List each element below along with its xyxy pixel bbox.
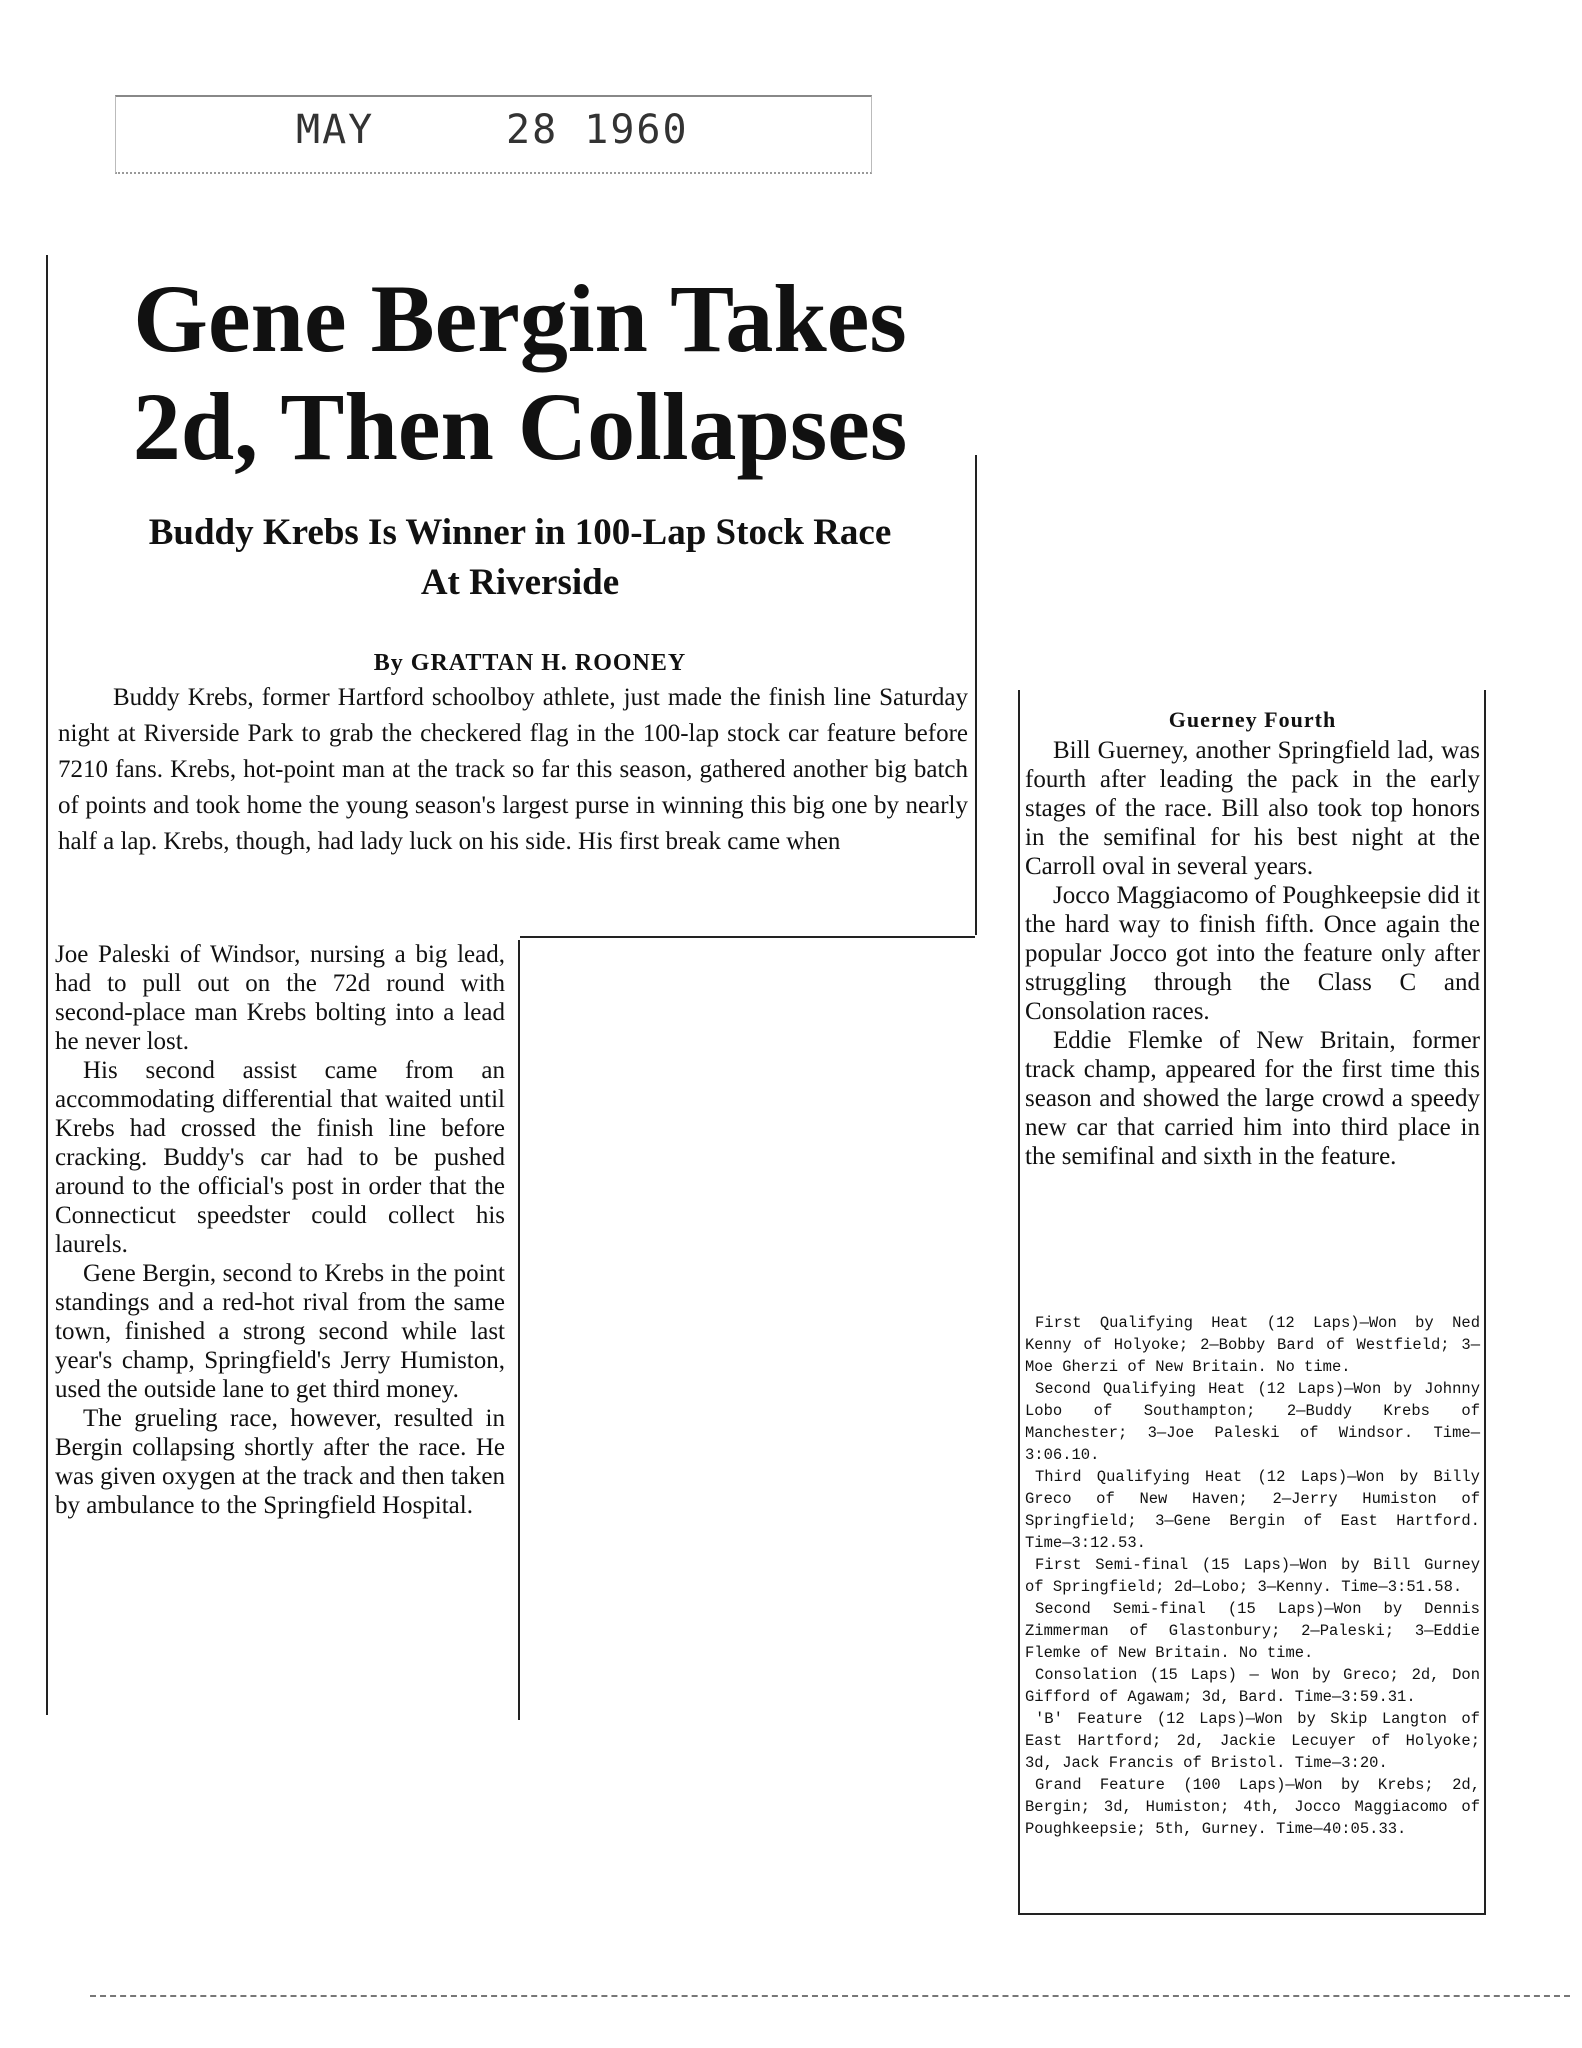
article-headline xyxy=(60,265,980,481)
subhead-line-2: At Riverside xyxy=(420,562,620,603)
col2-left-rule xyxy=(1018,690,1020,1915)
result-entry: Second Semi-final (15 Laps)—Won by Dennis Zimmerman of Glastonbury; 2—Paleski; 3—Eddie Flemke of New Britain. No time. xyxy=(1025,1600,1480,1662)
col2-paragraph: Jocco Maggiacomo of Poughkeepsie did it the hard way to finish fifth. Once again the popular Jocco got into the feature only after struggling through the Class C and Consolation races. xyxy=(1025,882,1480,1025)
result-entry: Grand Feature (100 Laps)—Won by Krebs; 2d, Bergin; 3d, Humiston; 4th, Jocco Maggiacomo of Poughkeepsie; 5th, Gurney. Time—40:05.33. xyxy=(1025,1776,1480,1838)
headline-line-2: 2d, Then Collapses xyxy=(132,373,908,480)
result-entry: Consolation (15 Laps) — Won by Greco; 2d, Don Gifford of Agawam; 3d, Bard. Time—3:59.31. xyxy=(1025,1666,1480,1706)
col2-paragraph: Bill Guerney, another Springfield lad, was fourth after leading the pack in the early stages of the race. Bill also took top honors in the semifinal for his best night at the Carroll oval in several years. xyxy=(1025,737,1480,880)
lead-bottom-rule xyxy=(520,936,975,938)
article-subhead xyxy=(40,508,1000,608)
subhead-line-1: Buddy Krebs Is Winner in 100-Lap Stock Race xyxy=(148,512,892,553)
headline-line-1: Gene Bergin Takes xyxy=(133,265,907,372)
result-entry: First Semi-final (15 Laps)—Won by Bill Gurney of Springfield; 2d—Lobo; 3—Kenny. Time—3:51.58. xyxy=(1025,1556,1480,1596)
col1-paragraph: The grueling race, however, resulted in Bergin collapsing shortly after the race. He was given oxygen at the track and then taken by ambulance to the Springfield Hospital. xyxy=(55,1405,505,1519)
col2-bottom-rule xyxy=(1018,1913,1486,1915)
result-entry: First Qualifying Heat (12 Laps)—Won by Ned Kenny of Holyoke; 2—Bobby Bard of Westfield; 3—Moe Gherzi of New Britain. No time. xyxy=(1025,1314,1480,1376)
date-stamp xyxy=(115,95,872,174)
clipping-left-rule xyxy=(46,255,48,1715)
result-entry: Third Qualifying Heat (12 Laps)—Won by Billy Greco of New Haven; 2—Jerry Humiston of Springfield; 3—Gene Bergin of East Hartford. Time—3:12.53. xyxy=(1025,1468,1480,1552)
scan-bottom-edge xyxy=(90,1995,1570,1997)
result-entry: Second Qualifying Heat (12 Laps)—Won by Johnny Lobo of Southampton; 2—Buddy Krebs of Manchester; 3—Joe Paleski of Windsor. Time—3:06.10. xyxy=(1025,1380,1480,1464)
col1-paragraph: Gene Bergin, second to Krebs in the point standings and a red-hot rival from the same town, finished a strong second while last year's champ, Springfield's Jerry Humiston, used the outside lane to get third money. xyxy=(55,1260,505,1403)
col1-right-rule xyxy=(518,940,520,1720)
col2-right-rule xyxy=(1484,690,1486,1915)
byline: By GRATTAN H. ROONEY xyxy=(373,650,687,676)
race-results xyxy=(1025,1312,1480,1840)
column-2 xyxy=(1025,705,1480,1171)
stamp-month: MAY xyxy=(296,107,375,153)
col2-paragraph: Eddie Flemke of New Britain, former track champ, appeared for the first time this season and showed the large crowd a speedy new car that carried him into third place in the semifinal and sixth in the feature. xyxy=(1025,1027,1480,1170)
col1-paragraph: His second assist came from an accommodating differential that waited until Krebs had crossed the finish line before cracking. Buddy's car had to be pushed around to the official's post in order that the Connecticut speedster could collect his laurels. xyxy=(55,1057,505,1258)
col1-paragraph: Joe Paleski of Windsor, nursing a big lead, had to pull out on the 72d round with second-place man Krebs bolting into a lead he never lost. xyxy=(55,941,505,1055)
subsection-heading: Guerney Fourth xyxy=(1168,707,1337,732)
lead-paragraph: Buddy Krebs, former Hartford schoolboy athlete, just made the finish line Saturday night at Riverside Park to grab the checkered flag in the 100-lap stock car feature before 7210 fans. Krebs, hot-point man at the track so far this season, gathered another big batch of points and took home the young season's largest purse in winning this big one by nearly half a lap. Krebs, though, had lady luck on his side. His first break came when xyxy=(58,684,968,855)
column-1 xyxy=(55,940,505,1520)
result-entry: 'B' Feature (12 Laps)—Won by Skip Langton of East Hartford; 2d, Jackie Lecuyer of Holyoke; 3d, Jack Francis of Bristol. Time—3:20. xyxy=(1025,1710,1480,1772)
stamp-day-year: 28 1960 xyxy=(506,107,689,153)
